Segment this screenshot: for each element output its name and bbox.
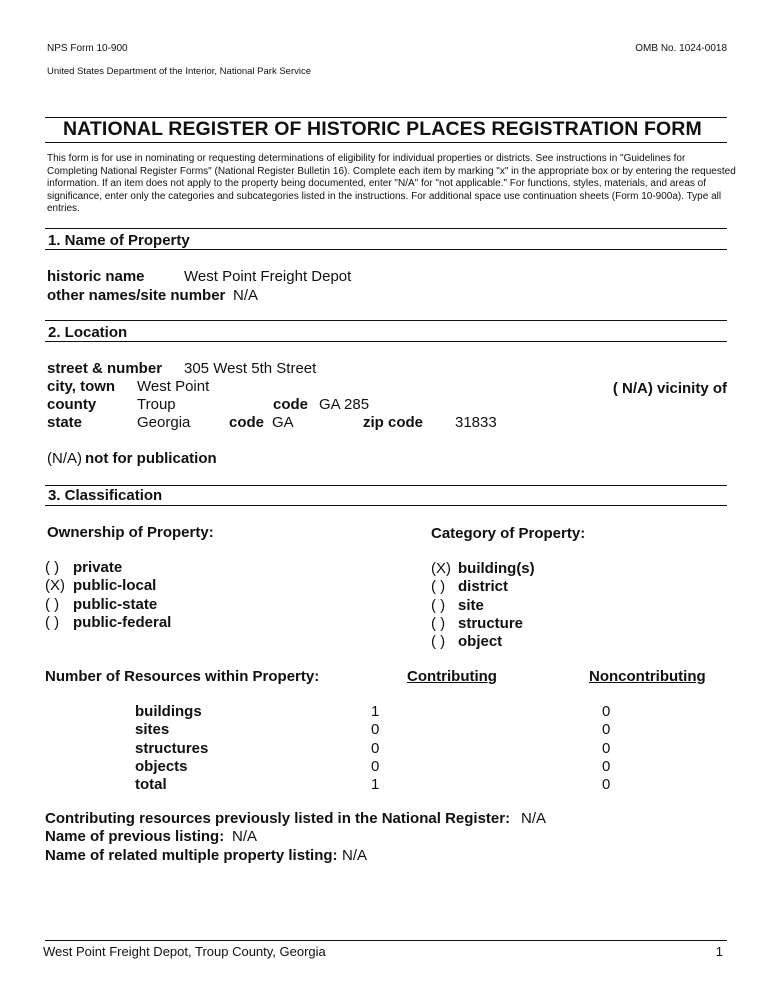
street-label: street & number: [47, 360, 163, 377]
noncontributing-count: 0: [602, 739, 611, 757]
city-label: city, town: [47, 378, 116, 395]
category-mark: ( ): [431, 596, 446, 614]
county-code-value: GA 285: [319, 396, 370, 413]
form-number: NPS Form 10-900: [47, 43, 128, 54]
section-3-heading: 3. Classification: [48, 487, 163, 504]
prev-listed-value: N/A: [521, 810, 547, 827]
ownership-mark: ( ): [45, 559, 60, 576]
nfp-label: not for publication: [85, 450, 217, 467]
contributing-count: 1: [371, 703, 380, 720]
agency: United States Department of the Interior, National Park Service: [47, 66, 312, 77]
resource-label: sites: [135, 721, 170, 739]
county-label: county: [47, 396, 97, 413]
other-names-value: N/A: [233, 287, 259, 304]
contributing-header: Contributing: [407, 668, 497, 685]
contributing-count: 0: [371, 757, 380, 775]
county-code-label: code: [273, 396, 309, 413]
category-option: structure: [458, 614, 524, 632]
ownership-mark: (X): [45, 577, 65, 595]
ownership-mark: ( ): [45, 613, 60, 631]
resource-label: total: [135, 776, 167, 794]
state-value: Georgia: [137, 414, 191, 431]
divider: [45, 249, 727, 250]
prev-name-value: N/A: [232, 828, 258, 845]
ownership-option: private: [73, 559, 123, 576]
prev-listed-label: Contributing resources previously listed in the National Register:: [45, 810, 511, 827]
resource-label: buildings: [135, 703, 202, 720]
instructions: This form is for use in nominating or requesting determinations of eligibility for individual properties or districts. See instructions in "Guidelines for Completing National Register Forms" (National Register Bulletin 16). Complete each item by marking "x" in the appropriate box or by entering the requested information. If an item does not apply to the property being documented, enter "N/A" for "not applicable." For functions, styles, materials, and areas of significance, enter only the categories and subcategories listed in the instructions. For additional space use continuation sheets (Form 10-900a). Type all entries.: [47, 153, 736, 214]
nfp-mark: (N/A): [47, 450, 82, 467]
contributing-count: 1: [371, 776, 380, 794]
noncontributing-count: 0: [602, 703, 611, 720]
divider: [45, 485, 727, 486]
category-mark: ( ): [431, 633, 446, 651]
divider: [45, 320, 727, 321]
noncontributing-header: Noncontributing: [589, 668, 706, 685]
category-mark: ( ): [431, 578, 446, 596]
category-mark: (X): [431, 560, 451, 577]
divider: [45, 142, 727, 143]
historic-name-value: West Point Freight Depot: [184, 268, 352, 285]
ownership-option: public-state: [73, 595, 158, 613]
section-1-heading: 1. Name of Property: [48, 232, 190, 249]
street-value: 305 West 5th Street: [184, 360, 317, 377]
state-code-value: GA: [272, 414, 294, 431]
category-heading: Category of Property:: [431, 525, 586, 542]
ownership-mark: ( ): [45, 595, 60, 613]
other-names-label: other names/site number: [47, 287, 226, 304]
category-option: district: [458, 578, 509, 596]
zip-label: zip code: [363, 414, 424, 431]
city-value: West Point: [137, 378, 210, 395]
state-code-label: code: [229, 414, 265, 431]
mpl-label: Name of related multiple property listing:: [45, 847, 338, 864]
state-label: state: [47, 414, 83, 431]
category-mark: ( ): [431, 614, 446, 632]
vicinity: ( N/A) vicinity of: [612, 380, 727, 397]
prev-name-label: Name of previous listing:: [45, 828, 225, 845]
divider: [45, 940, 727, 941]
category-option: object: [458, 633, 503, 651]
divider: [45, 228, 727, 229]
resource-label: structures: [135, 739, 209, 757]
contributing-count: 0: [371, 739, 380, 757]
ownership-heading: Ownership of Property:: [47, 524, 214, 541]
resource-label: objects: [135, 757, 188, 775]
contributing-count: 0: [371, 721, 380, 739]
omb-number: OMB No. 1024-0018: [635, 43, 727, 54]
category-option: building(s): [458, 560, 535, 577]
ownership-option: public-local: [73, 577, 157, 595]
footer-text: West Point Freight Depot, Troup County, Georgia: [43, 944, 326, 959]
category-option: site: [458, 596, 484, 614]
county-value: Troup: [137, 396, 176, 413]
noncontributing-count: 0: [602, 757, 611, 775]
divider: [45, 341, 727, 342]
resources-heading: Number of Resources within Property:: [45, 668, 320, 685]
noncontributing-count: 0: [602, 776, 611, 794]
historic-name-label: historic name: [47, 268, 145, 285]
mpl-value: N/A: [342, 847, 368, 864]
divider: [45, 505, 727, 506]
ownership-option: public-federal: [73, 613, 172, 631]
section-2-heading: 2. Location: [48, 324, 128, 341]
noncontributing-count: 0: [602, 721, 611, 739]
zip-value: 31833: [455, 414, 497, 431]
page-number: 1: [715, 944, 723, 959]
page-title: NATIONAL REGISTER OF HISTORIC PLACES REGISTRATION FORM: [63, 118, 702, 140]
